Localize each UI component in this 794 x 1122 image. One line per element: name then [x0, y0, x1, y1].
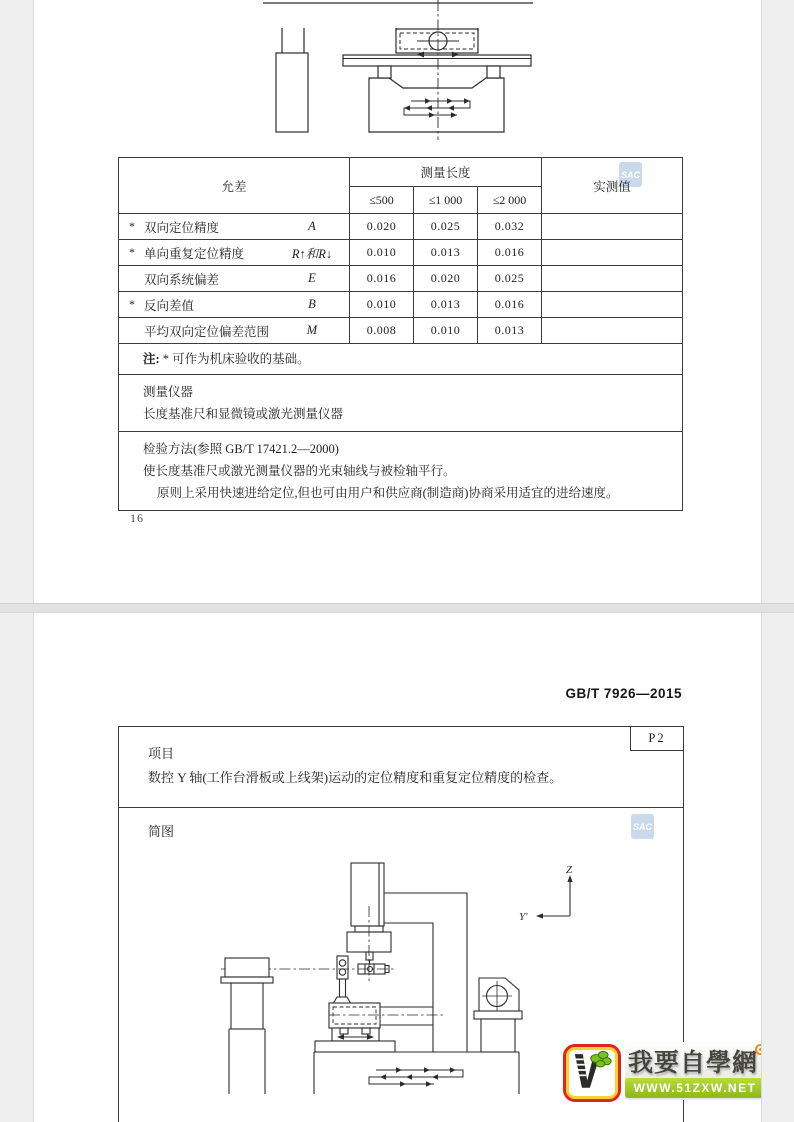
instruments-row: [119, 375, 683, 432]
cell-value: 0.013: [414, 240, 478, 266]
cell-value: 0.010: [350, 292, 414, 318]
instruments-title: 测量仪器: [143, 385, 194, 399]
cell-value: 0.008: [350, 318, 414, 344]
subcol-le500: ≤500: [350, 187, 414, 214]
row-star: *: [129, 297, 135, 311]
cell-measured-empty: [542, 214, 683, 240]
item-label: 项目: [148, 746, 175, 761]
wire-guide-bracket-drawing: [474, 978, 522, 1052]
cell-value: 0.025: [414, 214, 478, 240]
row-symbol: M: [306, 323, 318, 337]
cell-value: 0.032: [478, 214, 542, 240]
row-star: *: [129, 245, 135, 259]
table-row: [119, 214, 683, 240]
instruments-text: 长度基准尺和显微镜或激光测量仪器: [143, 407, 344, 421]
page-1: [33, 0, 762, 603]
cell-measured-empty: [542, 292, 683, 318]
note-prefix: 注:: [143, 352, 160, 366]
51zxw-text-block: [625, 1042, 762, 1100]
item-text: 数控 Y 轴(工作台滑板或上线架)运动的定位精度和重复定位精度的检查。: [148, 770, 563, 785]
cell-value: 0.010: [350, 240, 414, 266]
cell-value: 0.010: [414, 318, 478, 344]
reference-pedestal-drawing: [221, 958, 273, 1094]
page-2: [33, 613, 762, 1122]
51zxw-title: 我要自學網: [628, 1050, 759, 1077]
row-label: 平均双向定位偏差范围: [144, 324, 270, 339]
row-label: 单向重复定位精度: [144, 246, 245, 261]
cell-value: 0.016: [478, 292, 542, 318]
row-symbol: A: [308, 219, 316, 233]
cell-value: 0.013: [414, 292, 478, 318]
table-row: [119, 240, 683, 266]
cell-measured-empty: [542, 318, 683, 344]
axes-icon: [519, 864, 573, 923]
method-title: 检验方法(参照 GB/T 17421.2—2000): [143, 442, 339, 456]
sac-watermark: SAC: [631, 814, 654, 839]
sac-watermark: SAC: [619, 162, 642, 187]
cell-measured-empty: [542, 240, 683, 266]
work-table-drawing: [315, 1003, 443, 1052]
bidirectional-motion-path-icon: [404, 98, 470, 118]
row-star: *: [129, 219, 135, 233]
cell-value: 0.020: [350, 214, 414, 240]
method-line1: 使长度基准尺或激光测量仪器的光束轴线与被检轴平行。: [143, 464, 456, 478]
sketch-label: 简图: [148, 824, 175, 839]
row-symbol: R↑和R↓: [291, 246, 333, 261]
machine-front-view-drawing: [256, 0, 536, 152]
col-header-measure-length: 测量长度: [350, 158, 542, 187]
note-row: [119, 344, 683, 375]
method-line2: 原则上采用快速进给定位,但也可由用户和供应商(制造商)协商采用适宜的进给速度。: [157, 486, 619, 500]
axis-z-label: Z: [566, 864, 573, 876]
row-label: 双向系统偏差: [144, 272, 220, 287]
table-row: [119, 266, 683, 292]
51zxw-url: WWW.51ZXW.NET: [625, 1078, 762, 1098]
axis-y-label: Y′: [519, 911, 528, 923]
section-divider: [119, 807, 683, 808]
51zxw-logo: [563, 1042, 762, 1104]
cell-value: 0.016: [350, 266, 414, 292]
51zxw-badge-icon: [563, 1044, 621, 1102]
subcol-le1000: ≤1 000: [414, 187, 478, 214]
page-number: 16: [130, 511, 144, 525]
machine-side-view-drawing: [217, 856, 577, 1096]
cell-value: 0.016: [478, 240, 542, 266]
method-row: [119, 432, 683, 511]
cell-measured-empty: [542, 266, 683, 292]
51zxw-at-icon: [755, 1044, 762, 1055]
row-symbol: E: [308, 271, 316, 285]
tolerance-table: [118, 157, 683, 511]
cell-value: 0.025: [478, 266, 542, 292]
cell-value: 0.013: [478, 318, 542, 344]
subcol-le2000: ≤2 000: [478, 187, 542, 214]
col-header-measured-value: 实测值: [542, 158, 683, 214]
note-text: * 可作为机床验收的基础。: [162, 352, 310, 366]
col-header-tolerance: 允差: [119, 158, 350, 214]
table-row: [119, 292, 683, 318]
bidirectional-motion-path-icon: [369, 1067, 463, 1087]
section-tag: P2: [630, 727, 683, 751]
table-row: [119, 318, 683, 344]
row-label: 反向差值: [144, 298, 195, 313]
dial-gauge-drawing: [333, 956, 351, 1004]
row-label: 双向定位精度: [144, 220, 220, 235]
row-symbol: B: [308, 297, 316, 311]
cell-value: 0.020: [414, 266, 478, 292]
document-number: GB/T 7926—2015: [565, 686, 682, 701]
page-separator: [0, 603, 794, 613]
